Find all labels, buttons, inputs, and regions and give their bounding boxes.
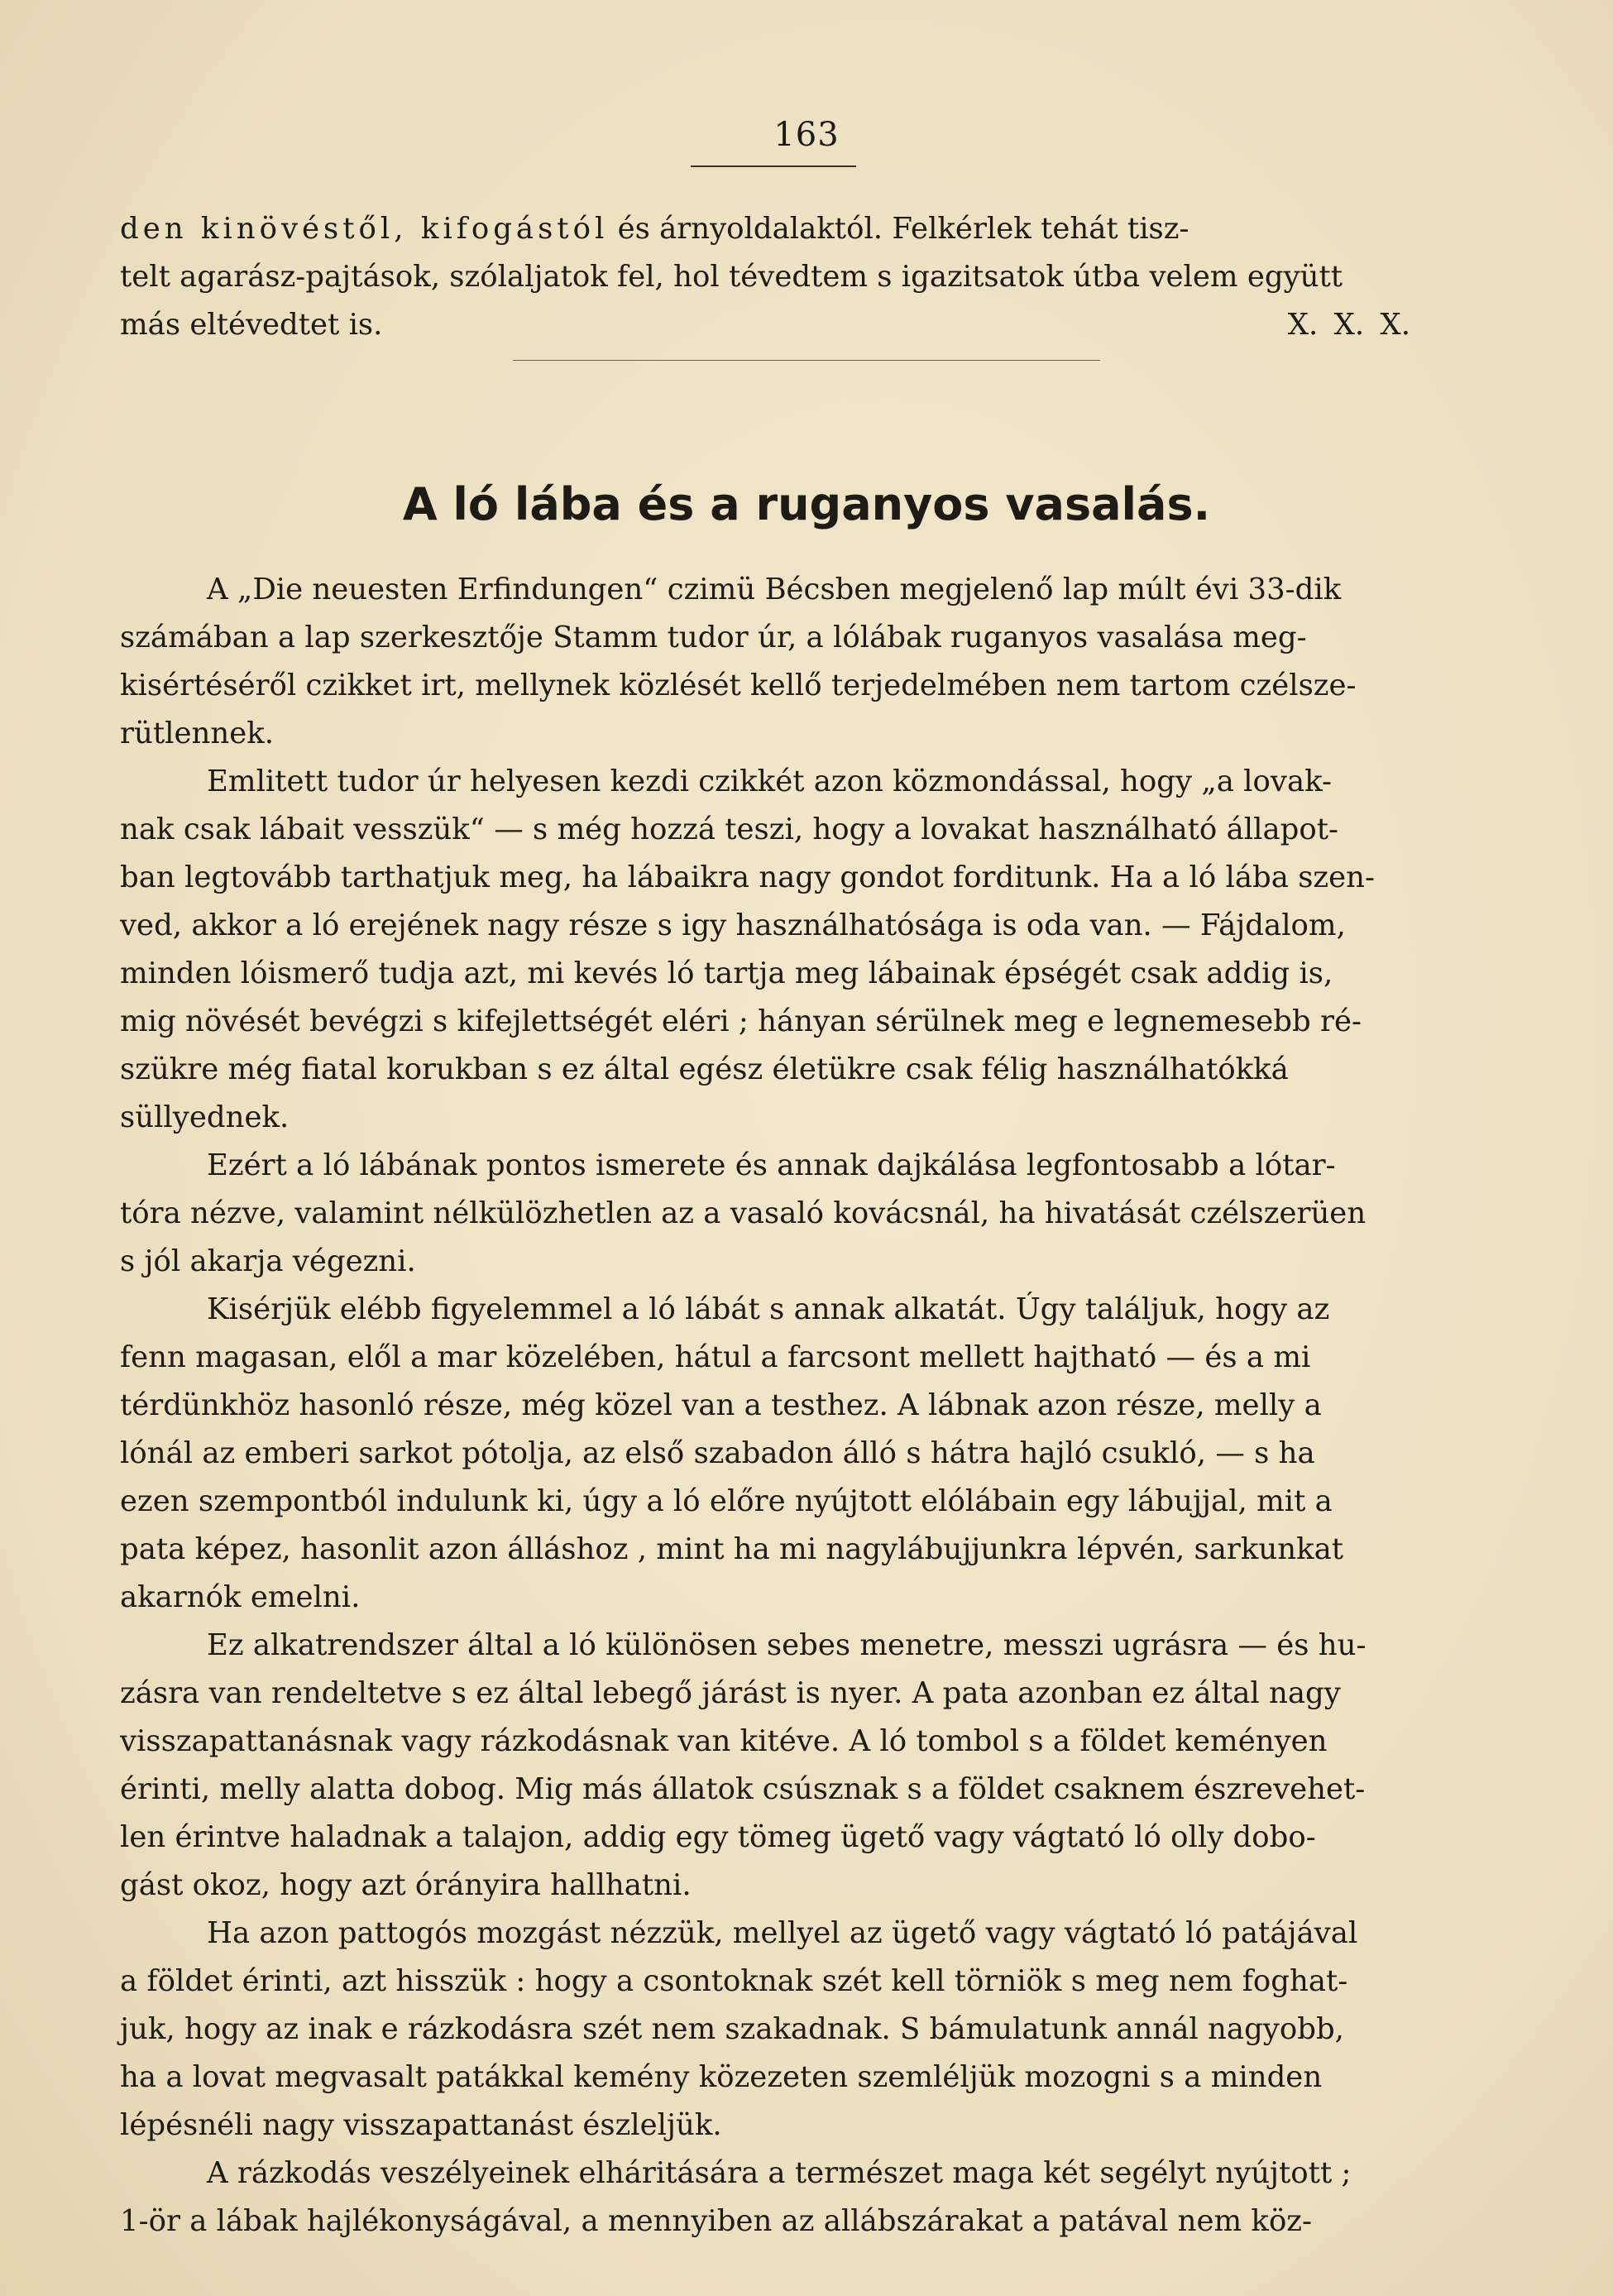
page-number-rule <box>691 165 856 167</box>
paragraph-line: ved, akkor a ló erejének nagy része s igy használhatósága is oda van. — Fájdalom, <box>120 908 1346 942</box>
paragraph-line: juk, hogy az inak e rázkodásra szét nem szakadnak. S bámulatunk annál nagyobb, <box>120 2012 1344 2046</box>
paragraph-line: zásra van rendeltetve s ez által lebegő járást is nyer. A pata azonban ez által nagy <box>120 1676 1341 1710</box>
article-body <box>120 566 1435 2246</box>
signature: X. X. X. <box>1287 308 1410 342</box>
paragraph-line: szükre még fiatal korukban s ez által egész életükre csak félig használhatókká <box>120 1052 1289 1086</box>
intro-line-1-rest: és árnyoldalaktól. Felkérlek tehát tisz- <box>608 212 1189 246</box>
paragraph-line: lónál az emberi sarkot pótolja, az első szabadon álló s hátra hajló csukló, — s ha <box>120 1436 1315 1470</box>
intro-line-2: telt agarász-pajtások, szólaljatok fel, hol tévedtem s igazitsatok útba velem együtt <box>120 260 1343 294</box>
paragraph-line: akarnók emelni. <box>120 1580 361 1614</box>
paragraph-line: ezen szempontból indulunk ki, úgy a ló előre nyújtott elólábain egy lábujjal, mit a <box>120 1484 1333 1518</box>
paragraph-line: Ezért a ló lábának pontos ismerete és annak dajkálása legfontosabb a lótar- <box>207 1148 1336 1182</box>
paragraph-line: érinti, melly alatta dobog. Mig más állatok csúsznak s a földet csaknem észrevehet- <box>120 1772 1366 1806</box>
paragraph-line: Ez alkatrendszer által a ló különösen sebes menetre, messzi ugrásra — és hu- <box>207 1628 1367 1662</box>
paragraph-line: Ha azon pattogós mozgást nézzük, mellyel az ügető vagy vágtató ló patájával <box>207 1916 1358 1950</box>
paragraph-line: süllyednek. <box>120 1100 290 1134</box>
paragraph-line: gást okoz, hogy azt órányira hallhatni. <box>120 1868 692 1902</box>
paragraph-line: tóra nézve, valamint nélkülözhetlen az a vasaló kovácsnál, ha hivatását czélszerüen <box>120 1196 1367 1230</box>
paragraph-line: ha a lovat megvasalt patákkal kemény közezeten szemléljük mozogni s a minden <box>120 2060 1323 2094</box>
intro-line-1 <box>120 205 1435 253</box>
paragraph-line: számában a lap szerkesztője Stamm tudor úr, a lólábak ruganyos vasalása meg- <box>120 621 1307 654</box>
page-number: 163 <box>773 116 840 154</box>
paragraph-line: visszapattanásnak vagy rázkodásnak van kitéve. A ló tombol s a földet keményen <box>120 1724 1328 1758</box>
paragraph-line: a földet érinti, azt hisszük : hogy a csontoknak szét kell törniök s meg nem foghat- <box>120 1964 1348 1998</box>
section-separator <box>513 360 1100 361</box>
intro-spaced-text: den kinövéstől, kifogástól <box>120 212 609 246</box>
paragraph-line: mig növését bevégzi s kifejlettségét eléri ; hányan sérülnek meg e legnemesebb ré- <box>120 1004 1362 1038</box>
intro-line-3-text: más eltévedtet is. <box>120 308 383 342</box>
paragraph-line: kisértéséről czikket irt, mellynek közlését kellő terjedelmében nem tartom czélsze- <box>120 669 1357 702</box>
paragraph-line: A „Die neuesten Erfindungen“ czimü Bécsben megjelenő lap múlt évi 33-dik <box>207 573 1342 606</box>
article-title: A ló lába és a ruganyos vasalás. <box>402 478 1211 530</box>
paragraph-line: rütlennek. <box>120 717 274 750</box>
paragraph-line: térdünkhöz hasonló része, még közel van a testhez. A lábnak azon része, melly a <box>120 1388 1322 1422</box>
paragraph-line: len érintve haladnak a talajon, addig egy tömeg ügető vagy vágtató ló olly dobo- <box>120 1820 1316 1854</box>
paragraph-line: minden lóismerő tudja azt, mi kevés ló tartja meg lábainak épségét csak addig is, <box>120 956 1333 990</box>
intro-line-3 <box>120 301 1435 349</box>
paragraph-line: ban legtovább tarthatjuk meg, ha lábaikra nagy gondot forditunk. Ha a ló lába szen- <box>120 860 1376 894</box>
paragraph-line: Kisérjük elébb figyelemmel a ló lábát s annak alkatát. Úgy találjuk, hogy az <box>207 1292 1330 1326</box>
paragraph-line: nak csak lábait vesszük“ — s még hozzá teszi, hogy a lovakat használható állapot- <box>120 812 1338 846</box>
paragraph-line: fenn magasan, elől a mar közelében, hátul a farcsont mellett hajtható — és a mi <box>120 1340 1311 1374</box>
intro-paragraph <box>120 205 1435 349</box>
paragraph-line: Emlitett tudor úr helyesen kezdi czikkét azon közmondással, hogy „a lovak- <box>207 765 1333 798</box>
paragraph-line: 1-ör a lábak hajlékonyságával, a mennyiben az allábszárakat a patával nem köz- <box>120 2204 1313 2238</box>
paragraph-line: s jól akarja végezni. <box>120 1244 416 1278</box>
paragraph-line: lépésnéli nagy visszapattanást észleljük. <box>120 2108 722 2142</box>
paragraph-line: A rázkodás veszélyeinek elháritására a természet maga két segélyt nyújtott ; <box>207 2156 1352 2190</box>
paragraph-line: pata képez, hasonlit azon álláshoz , mint ha mi nagylábujjunkra lépvén, sarkunkat <box>120 1532 1344 1566</box>
